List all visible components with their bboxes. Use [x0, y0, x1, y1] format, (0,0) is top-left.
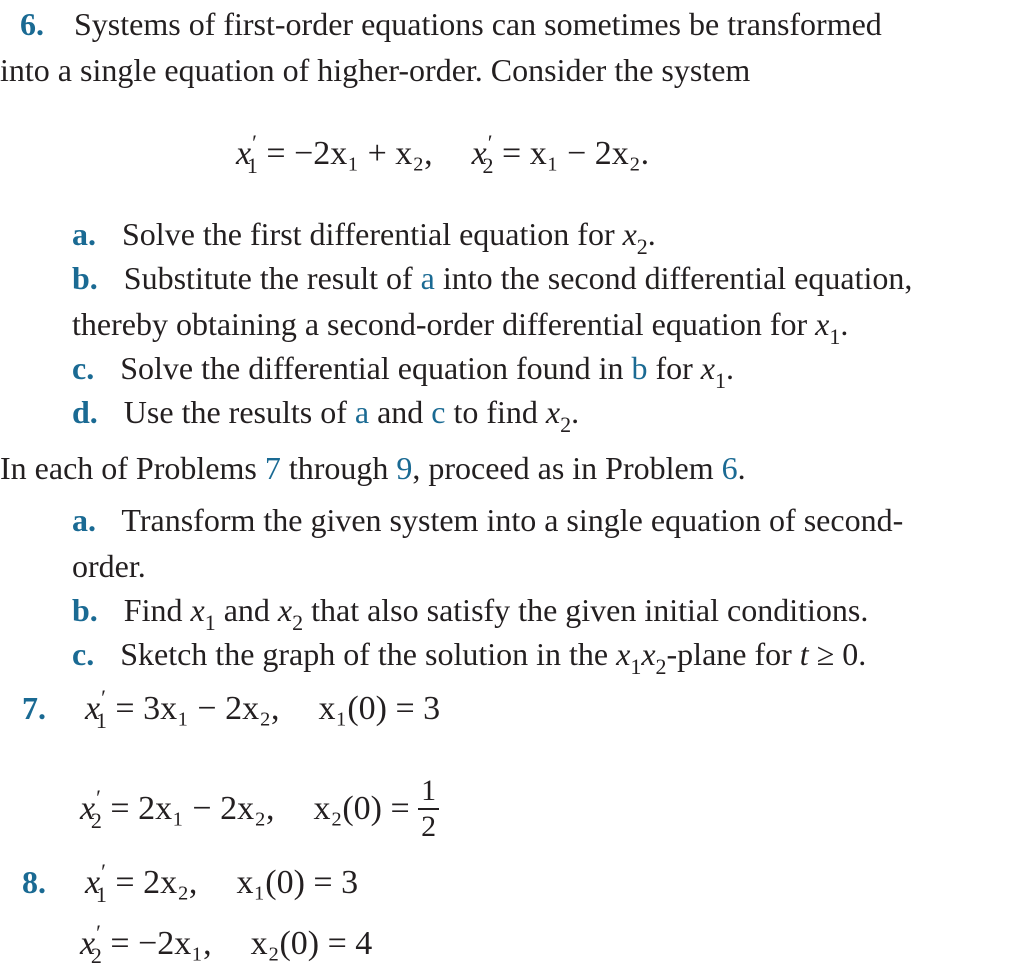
problem-link-6[interactable]: 6	[721, 450, 738, 486]
problem-8-row-2: $x'_2 = -2x_1$, x₂(0) = 4	[80, 920, 373, 968]
item-6a: a. Solve the first differential equation for $x_2$.	[72, 216, 656, 259]
problem-7-row-2: $x'_2 = 2x_1 - 2x_2$, x₂(0) = $\frac{1}{2}$	[80, 776, 439, 846]
ref-link[interactable]: a	[420, 260, 435, 296]
problem-6-intro-line-1	[20, 4, 882, 44]
group-item-b: b. Find $x_1$ and $x_2$ that also satisfy the given initial conditions.	[72, 592, 869, 635]
ref-link[interactable]: c	[431, 394, 446, 430]
problem-8-row-1: 8. $x'_1 = 2x_2$, x₁(0) = 3	[22, 859, 359, 907]
system-equation-6: $x'_1 = -2x_1 + x_2$, $x'_2 = x_1 - 2x_2$.	[236, 130, 650, 178]
problem-number: 6.	[20, 6, 44, 42]
group-item-a-line-2: order.	[72, 548, 146, 584]
ref-link[interactable]: a	[354, 394, 370, 430]
equation-rhs-2: = x₁ − 2x₂.	[502, 135, 650, 172]
problem-link-9[interactable]: 9	[396, 450, 413, 486]
item-6d: d. Use the results of a and c to find $x_2$.	[72, 394, 580, 437]
fraction-one-half: $\frac{1}{2}$	[418, 774, 439, 844]
item-6b-line-2: thereby obtaining a second-order differential equation for $x_1$.	[72, 306, 849, 349]
problem-text: Systems of first-order equations can sometimes be transformed	[74, 6, 882, 42]
group-item-a: a. Transform the given system into a single equation of second-	[72, 502, 904, 538]
problem-number: 7.	[22, 690, 46, 726]
group-item-c: c. Sketch the graph of the solution in the $x_1x_2$-plane for t ≥ 0.	[72, 636, 867, 679]
problem-number: 8.	[22, 864, 46, 900]
equation-rhs-1: = −2x₁ + x₂,	[266, 135, 433, 172]
problem-link-7[interactable]: 7	[264, 450, 281, 486]
problem-6-intro-line-2: into a single equation of higher-order. Consider the system	[0, 52, 751, 88]
item-6c: c. Solve the differential equation found in b for $x_1$.	[72, 350, 734, 393]
group-instructions: In each of Problems 7 through 9, proceed as in Problem 6.	[0, 450, 746, 486]
ref-link[interactable]: b	[631, 350, 648, 386]
item-6b: b. Substitute the result of a into the second differential equation,	[72, 260, 913, 296]
problem-7-row-1: 7. $x'_1 = 3x_1 - 2x_2$, x₁(0) = 3	[22, 685, 441, 733]
